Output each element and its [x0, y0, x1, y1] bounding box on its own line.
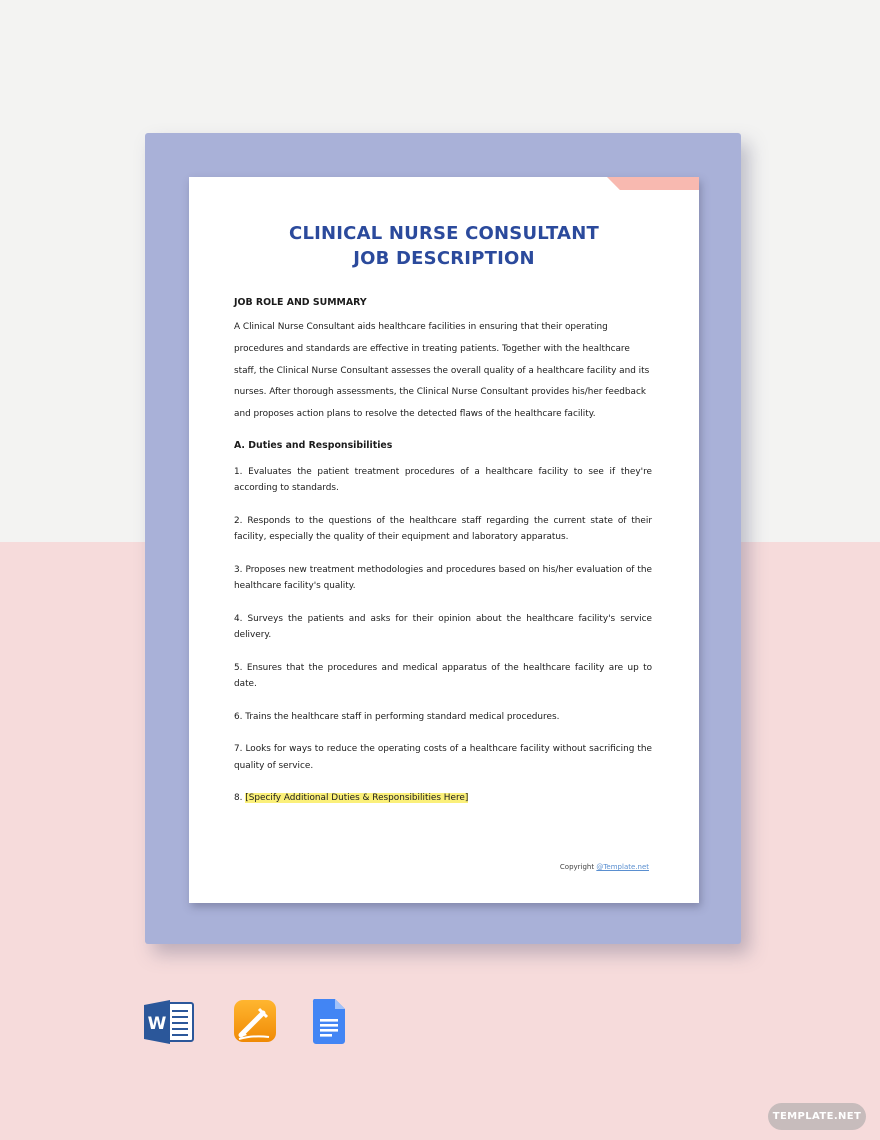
- watermark-badge: TEMPLATE.NET: [768, 1103, 866, 1130]
- word-letter: W: [147, 1014, 167, 1034]
- pages-icon[interactable]: [233, 999, 277, 1047]
- duties-heading: A. Duties and Responsibilities: [234, 439, 393, 451]
- copyright-line: [560, 863, 649, 871]
- summary-paragraph: A Clinical Nurse Consultant aids healthcare facilities in ensuring that their operating procedures and standards are effective in treating patients. Together with the healthcare staff, the Clinical Nurse Consultant assesses the overall quality of a healthcare facility and its nurses. After thorough assessments, the Clinical Nurse Consultant provides his/her feedback and proposes action plans to resolve the detected flaws of the healthcare facility.: [234, 322, 650, 420]
- duty-8-number: 8.: [234, 793, 246, 804]
- copyright-link[interactable]: @Template.net: [596, 863, 649, 871]
- duty-item: 7. Looks for ways to reduce the operating costs of a healthcare facility without sacrificing the quality of service.: [234, 744, 652, 771]
- duty-item: 3. Proposes new treatment methodologies and procedures based on his/her evaluation of the healthcare facility's quality.: [234, 564, 652, 592]
- document-title: [189, 221, 699, 271]
- word-icon[interactable]: [142, 999, 196, 1049]
- duty-item: 6. Trains the healthcare staff in performing standard medical procedures.: [234, 711, 560, 722]
- duty-item: 2. Responds to the questions of the healthcare staff regarding the current state of their facility, especially the quality of their equipment and laboratory apparatus.: [234, 515, 652, 543]
- title-line-2: JOB DESCRIPTION: [353, 248, 535, 269]
- section-heading: JOB ROLE AND SUMMARY: [234, 297, 367, 308]
- title-line-1: CLINICAL NURSE CONSULTANT: [289, 223, 599, 244]
- copyright-label: Copyright: [559, 863, 597, 871]
- document-page: [189, 177, 699, 903]
- document-body: [234, 297, 652, 823]
- corner-accent: [607, 177, 699, 190]
- duty-item-placeholder: [234, 790, 652, 807]
- google-docs-icon[interactable]: [312, 999, 346, 1048]
- duty-item: 1. Evaluates the patient treatment procedures of a healthcare facility to see if they're according to standards.: [234, 466, 652, 494]
- duty-item: 4. Surveys the patients and asks for their opinion about the healthcare facility's service delivery.: [234, 613, 652, 641]
- duty-item: 5. Ensures that the procedures and medical apparatus of the healthcare facility are up to date.: [234, 662, 652, 690]
- placeholder-highlight: [Specify Additional Duties & Responsibilities Here]: [245, 793, 469, 804]
